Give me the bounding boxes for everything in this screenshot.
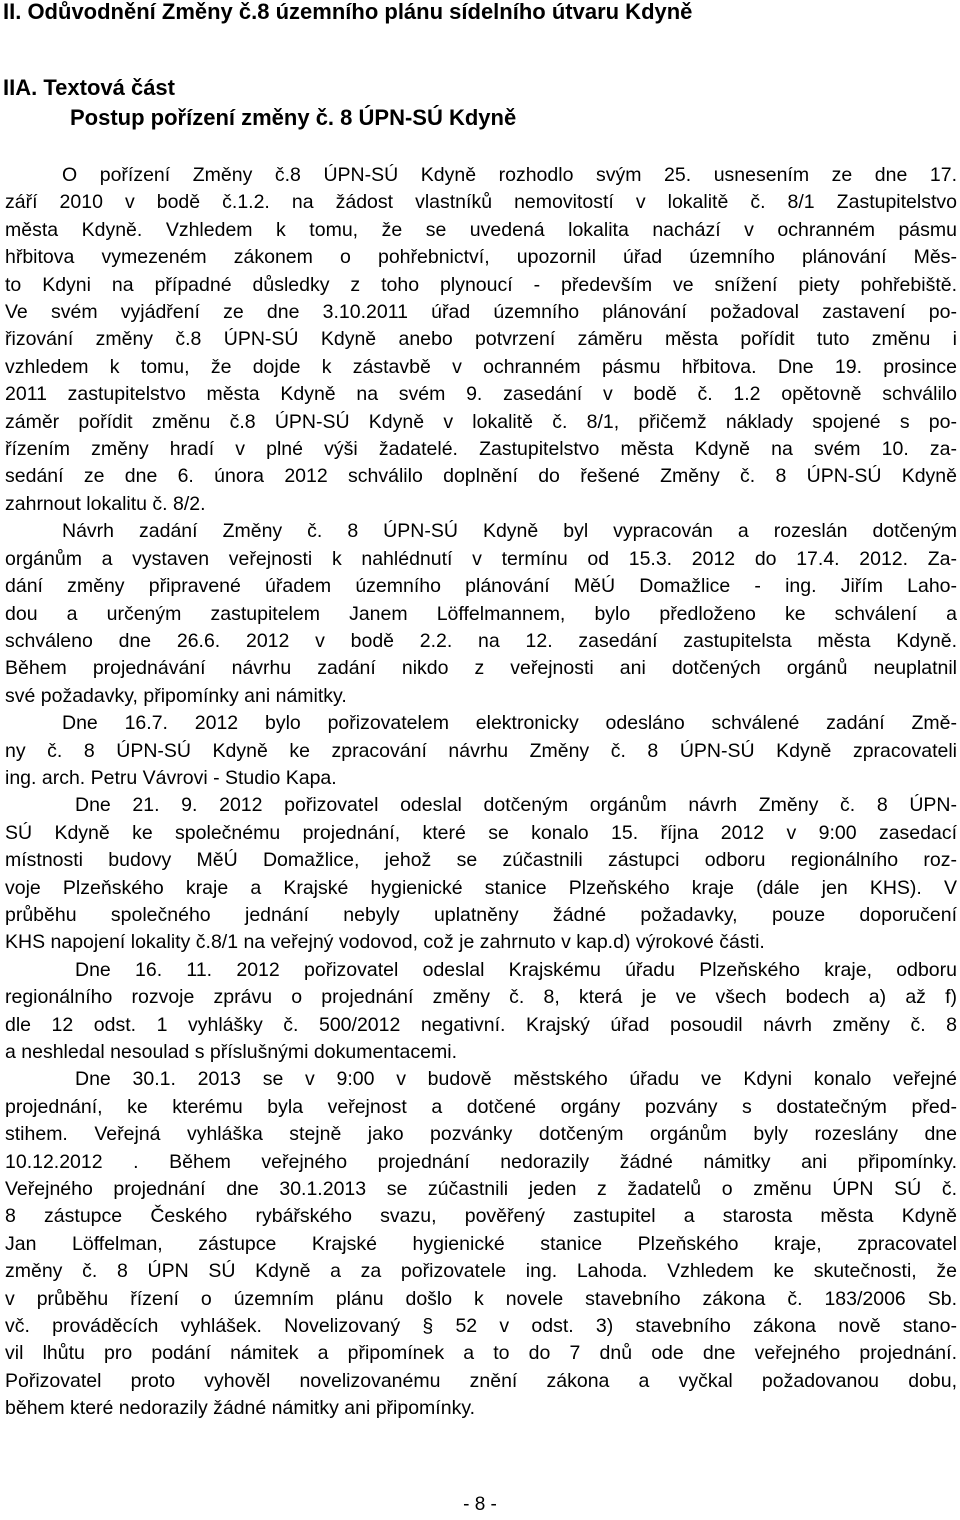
text-line: záměr pořídit změnu č.8 ÚPN-SÚ Kdyně v lokalitě č. 8/1, přičemž náklady spojené s po- bbox=[5, 410, 957, 433]
body-text bbox=[5, 162, 957, 1423]
text-line: 10.12.2012 . Během veřejného projednání nedorazily žádné námitky ani připomínky. bbox=[5, 1150, 957, 1173]
text-line: 2011 zastupitelstvo města Kdyně na svém 9. zasedání v bodě č. 1.2 opětovně schválilo bbox=[5, 383, 957, 406]
text-line: voje Plzeňského kraje a Krajské hygienické stanice Plzeňského kraje (dále jen KHS). V bbox=[5, 876, 957, 899]
text-line: zahrnout lokalitu č. 8/2. bbox=[5, 492, 206, 515]
text-line: Dne 21. 9. 2012 pořizovatel odeslal dotčeným orgánům návrh Změny č. 8 ÚPN- bbox=[75, 794, 957, 817]
text-line: vil lhůtu pro podání námitek a připomínek a to do 7 dnů ode dne veřejného projednání. bbox=[5, 1342, 957, 1365]
text-line: Návrh zadání Změny č. 8 ÚPN-SÚ Kdyně byl vypracován a rozeslán dotčeným bbox=[62, 520, 957, 543]
text-line: regionálního rozvoje zprávu o projednání změny č. 8, která je ve všech bodech a) až f) bbox=[5, 986, 957, 1009]
page-number: - 8 - bbox=[463, 1494, 497, 1515]
text-line: města Kdyně. Vzhledem k tomu, že se uvedená lokalita nachází v ochranném pásmu bbox=[5, 218, 957, 241]
text-line: stihem. Veřejná vyhláška stejně jako pozvánky dotčeným orgánům byly rozeslány dne bbox=[5, 1123, 957, 1146]
text-line: místnosti budovy MěÚ Domažlice, jehož se zúčastnili zástupci odboru regionálního roz- bbox=[5, 849, 957, 872]
text-line: schváleno dne 26.6. 2012 v bodě 2.2. na 12. zasedání zastupitelsta města Kdyně. bbox=[5, 629, 957, 652]
document-heading: II. Odůvodnění Změny č.8 územního plánu sídelního útvaru Kdyně bbox=[3, 0, 693, 24]
subsection-title: Postup pořízení změny č. 8 ÚPN-SÚ Kdyně bbox=[70, 105, 517, 130]
text-line: hřbitova vymezeném zákonem o pohřebnictví, upozornil úřad územního plánování Měs- bbox=[5, 246, 957, 269]
text-line: řízením změny hradí v plné výši žadatelé. Zastupitelstvo města Kdyně na svém 10. za- bbox=[5, 438, 957, 461]
text-line: 8 zástupce Českého rybářského svazu, pověřený zastupitel a starosta města Kdyně bbox=[5, 1205, 957, 1228]
text-line: září 2010 v bodě č.1.2. na žádost vlastníků nemovitostí v lokalitě č. 8/1 Zastupitelstvo bbox=[5, 191, 957, 214]
text-line: vzhledem k tomu, že dojde k zástavbě v ochranném pásmu hřbitova. Dne 19. prosince bbox=[5, 355, 957, 378]
text-line: řizování změny č.8 ÚPN-SÚ Kdyně anebo potvrzení záměru města pořídit tuto změnu i bbox=[5, 328, 957, 351]
section-title: IIA. Textová část bbox=[3, 75, 175, 100]
text-line: Během projednávání návrhu zadání nikdo z veřejnosti ani dotčených orgánů neuplatnil bbox=[5, 657, 957, 680]
text-line: v průběhu řízení o územním plánu došlo k novele stavebního zákona č. 183/2006 Sb. bbox=[5, 1287, 957, 1310]
text-line: O pořízení Změny č.8 ÚPN-SÚ Kdyně rozhodlo svým 25. usnesením ze dne 17. bbox=[62, 164, 957, 186]
text-line: Dne 16. 11. 2012 pořizovatel odeslal Krajskému úřadu Plzeňského kraje, odboru bbox=[75, 958, 957, 981]
text-line: projednání, ke kterému byla veřejnost a dotčené orgány pozvány s dostatečným před- bbox=[5, 1095, 957, 1118]
text-line: změny č. 8 ÚPN SÚ Kdyně a za pořizovatele ing. Lahoda. Vzhledem ke skutečnosti, že bbox=[5, 1260, 957, 1283]
text-line: vč. prováděcích vyhlášek. Novelizovaný § 52 v odst. 3) stavebního zákona nově stano- bbox=[5, 1315, 957, 1338]
text-line: to Kdyni na případné důsledky z toho plynoucí - především ve snížení piety pohřebiště. bbox=[5, 273, 957, 296]
text-line: SÚ Kdyně ke společnému projednání, které se konalo 15. října 2012 v 9:00 zasedací bbox=[5, 821, 957, 844]
text-line: Jan Löffelman, zástupce Krajské hygienické stanice Plzeňského kraje, zpracovatel bbox=[5, 1232, 957, 1255]
text-line: Ve svém vyjádření ze dne 3.10.2011 úřad územního plánování požadoval zastavení po- bbox=[5, 301, 957, 324]
text-line: Dne 30.1. 2013 se v 9:00 v budově městského úřadu ve Kdyni konalo veřejné bbox=[75, 1068, 957, 1091]
text-line: své požadavky, připomínky ani námitky. bbox=[5, 684, 347, 707]
text-line: sedání ze dne 6. února 2012 schválilo doplnění do řešené Změny č. 8 ÚPN-SÚ Kdyně bbox=[5, 465, 957, 488]
text-line: během které nedorazily žádné námitky ani připomínky. bbox=[5, 1397, 476, 1420]
text-line: dání změny připravené úřadem územního plánování MěÚ Domažlice - ing. Jiřím Laho- bbox=[5, 575, 957, 598]
text-line: Veřejného projednání dne 30.1.2013 se zúčastnili jeden z žadatelů o změnu ÚPN SÚ č. bbox=[5, 1178, 957, 1201]
text-line: ny č. 8 ÚPN-SÚ Kdyně ke zpracování návrhu Změny č. 8 ÚPN-SÚ Kdyně zpracovateli bbox=[5, 739, 957, 762]
text-line: Dne 16.7. 2012 bylo pořizovatelem elektronicky odesláno schválené zadání Změ- bbox=[62, 712, 957, 735]
text-line: dle 12 odst. 1 vyhlášky č. 500/2012 negativní. Krajský úřad posoudil návrh změny č. 8 bbox=[5, 1013, 957, 1036]
text-line: KHS napojení lokality č.8/1 na veřejný vodovod, což je zahrnuto v kap.d) výrokové části. bbox=[5, 931, 765, 954]
text-line: Pořizovatel proto vyhověl novelizovanému znění zákona a vyčkal požadovanou dobu, bbox=[5, 1369, 957, 1392]
text-line: ing. arch. Petru Vávrovi - Studio Kapa. bbox=[5, 766, 337, 789]
text-line: průběhu společného jednání nebyly uplatněny žádné požadavky, pouze doporučení bbox=[5, 903, 957, 926]
text-line: orgánům a vystaven veřejnosti k nahlédnutí v termínu od 15.3. 2012 do 17.4. 2012. Za- bbox=[5, 547, 957, 570]
text-line: dou a určeným zastupitelem Janem Löffelmannem, bylo předloženo ke schválení a bbox=[5, 602, 957, 625]
text-line: a neshledal nesoulad s příslušnými dokumentacemi. bbox=[5, 1041, 457, 1063]
